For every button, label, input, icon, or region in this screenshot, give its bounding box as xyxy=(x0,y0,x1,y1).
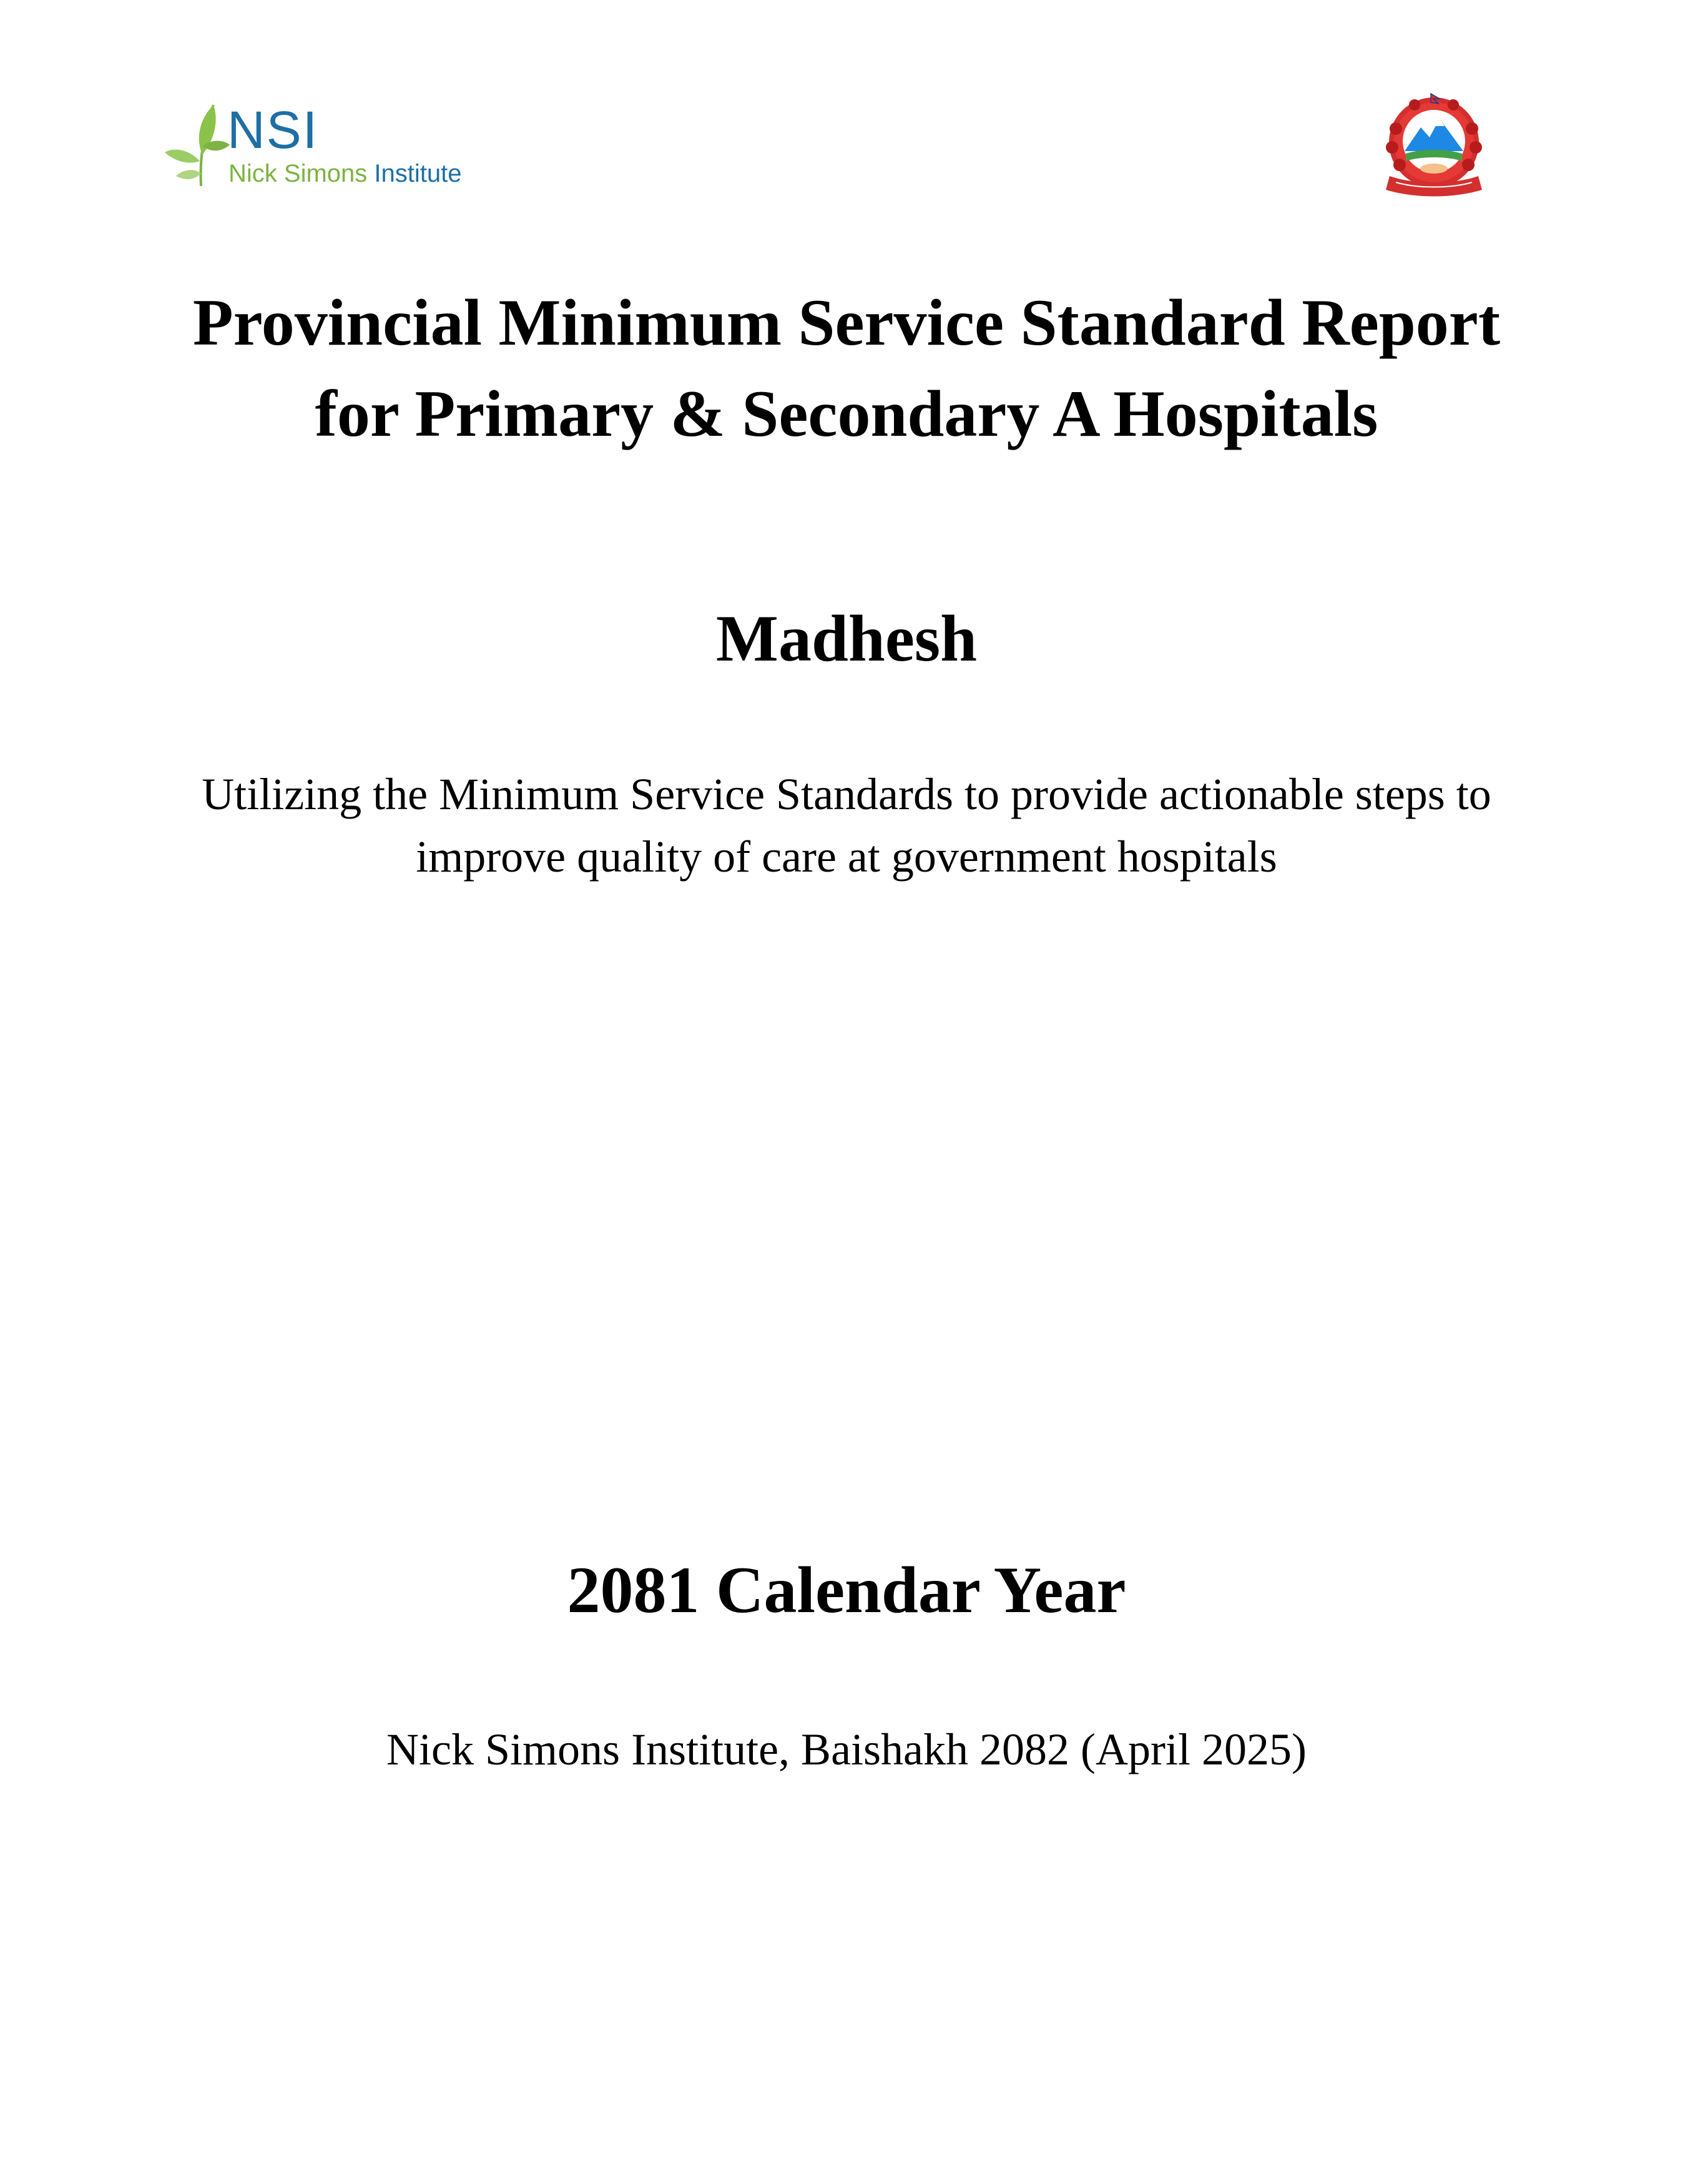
leaf-sprout-icon xyxy=(164,92,232,192)
province-heading: Madhesh xyxy=(715,602,978,675)
nsi-name-part1: Nick Simons xyxy=(228,160,368,187)
calendar-year-heading: 2081 Calendar Year xyxy=(567,1553,1126,1626)
nsi-fullname xyxy=(228,160,461,187)
nepal-government-emblem-icon xyxy=(1377,91,1491,200)
report-title xyxy=(0,277,1693,460)
report-subtitle-line2: improve quality of care at government hospitals xyxy=(416,832,1277,882)
publisher-line: Nick Simons Institute, Baishakh 2082 (April 2025) xyxy=(386,1724,1307,1774)
report-subtitle-line1: Utilizing the Minimum Service Standards to provide actionable steps to xyxy=(202,769,1491,819)
nsi-logo xyxy=(164,92,463,192)
nsi-acronym: NSI xyxy=(227,101,319,159)
report-subtitle xyxy=(0,763,1693,888)
nsi-name-part2: Institute xyxy=(374,160,462,187)
report-title-line1: Provincial Minimum Service Standard Report xyxy=(192,286,1501,359)
report-title-line2: for Primary & Secondary A Hospitals xyxy=(315,377,1378,450)
